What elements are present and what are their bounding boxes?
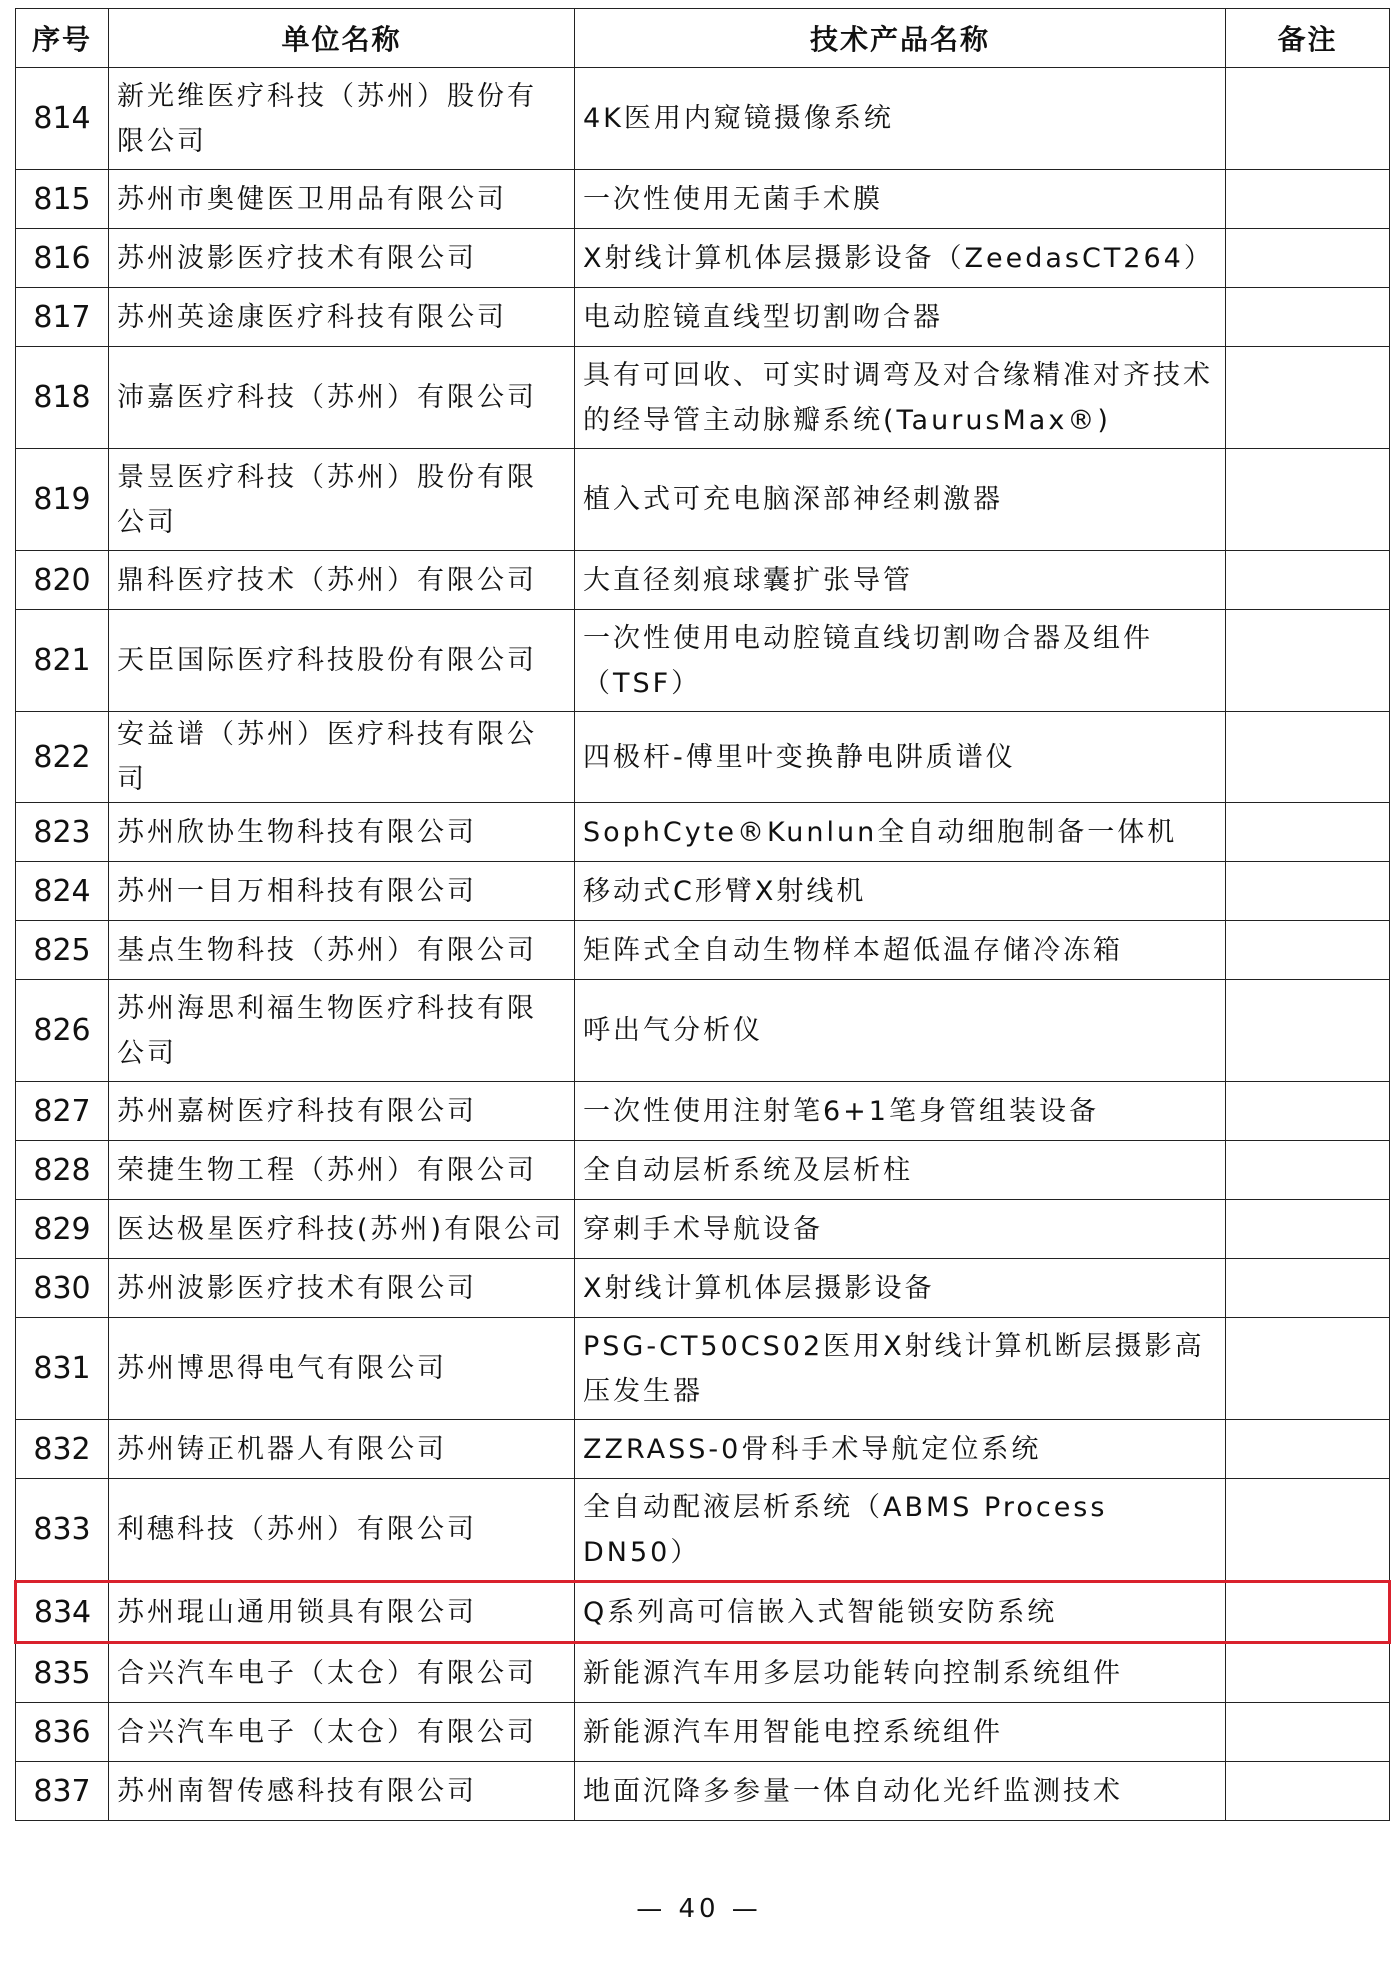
table-row xyxy=(16,1318,1390,1420)
row-unit: 苏州南智传感科技有限公司 xyxy=(109,1762,575,1821)
row-unit: 苏州铸正机器人有限公司 xyxy=(109,1420,575,1479)
row-product: 呼出气分析仪 xyxy=(575,980,1226,1082)
row-product: 电动腔镜直线型切割吻合器 xyxy=(575,288,1226,347)
row-product: 具有可回收、可实时调弯及对合缘精准对齐技术的经导管主动脉瓣系统(TaurusMax®) xyxy=(575,347,1226,449)
row-unit: 苏州博思得电气有限公司 xyxy=(109,1318,575,1420)
table-row xyxy=(16,1200,1390,1259)
row-product: 全自动层析系统及层析柱 xyxy=(575,1141,1226,1200)
row-note xyxy=(1226,347,1390,449)
row-note xyxy=(1226,712,1390,803)
table-row xyxy=(16,1643,1390,1703)
page-number: — 40 — xyxy=(636,1894,762,1924)
row-no: 822 xyxy=(16,712,109,803)
row-unit: 苏州市奥健医卫用品有限公司 xyxy=(109,170,575,229)
row-no: 816 xyxy=(16,229,109,288)
table-row xyxy=(16,803,1390,862)
row-product: 一次性使用注射笔6+1笔身管组装设备 xyxy=(575,1082,1226,1141)
row-unit: 苏州波影医疗技术有限公司 xyxy=(109,229,575,288)
row-unit: 天臣国际医疗科技股份有限公司 xyxy=(109,610,575,712)
row-product: 矩阵式全自动生物样本超低温存储冷冻箱 xyxy=(575,921,1226,980)
row-note xyxy=(1226,1318,1390,1420)
table-row xyxy=(16,1141,1390,1200)
row-note xyxy=(1226,288,1390,347)
row-note xyxy=(1226,449,1390,551)
row-unit: 鼎科医疗技术（苏州）有限公司 xyxy=(109,551,575,610)
row-no: 825 xyxy=(16,921,109,980)
table-row xyxy=(16,862,1390,921)
row-unit: 苏州琨山通用锁具有限公司 xyxy=(109,1582,575,1643)
row-unit: 苏州英途康医疗科技有限公司 xyxy=(109,288,575,347)
row-note xyxy=(1226,1082,1390,1141)
row-no: 836 xyxy=(16,1703,109,1762)
row-note xyxy=(1226,551,1390,610)
table-row xyxy=(16,1703,1390,1762)
row-product: 大直径刻痕球囊扩张导管 xyxy=(575,551,1226,610)
row-product: ZZRASS-0骨科手术导航定位系统 xyxy=(575,1420,1226,1479)
row-no: 820 xyxy=(16,551,109,610)
row-no: 833 xyxy=(16,1479,109,1582)
row-product: 移动式C形臂X射线机 xyxy=(575,862,1226,921)
row-note xyxy=(1226,1643,1390,1703)
table-row xyxy=(16,170,1390,229)
row-no: 817 xyxy=(16,288,109,347)
row-no: 835 xyxy=(16,1643,109,1703)
header-unit: 单位名称 xyxy=(109,9,575,68)
table-row xyxy=(16,610,1390,712)
table-row-highlighted xyxy=(16,1582,1390,1643)
row-product: 一次性使用无菌手术膜 xyxy=(575,170,1226,229)
row-product: 四极杆-傅里叶变换静电阱质谱仪 xyxy=(575,712,1226,803)
row-unit: 医达极星医疗科技(苏州)有限公司 xyxy=(109,1200,575,1259)
row-product: 4K医用内窥镜摄像系统 xyxy=(575,68,1226,170)
row-no: 819 xyxy=(16,449,109,551)
row-product: 一次性使用电动腔镜直线切割吻合器及组件（TSF） xyxy=(575,610,1226,712)
row-note xyxy=(1226,229,1390,288)
row-no: 831 xyxy=(16,1318,109,1420)
row-unit: 安益谱（苏州）医疗科技有限公司 xyxy=(109,712,575,803)
row-note xyxy=(1226,1200,1390,1259)
row-unit: 荣捷生物工程（苏州）有限公司 xyxy=(109,1141,575,1200)
row-unit: 苏州欣协生物科技有限公司 xyxy=(109,803,575,862)
table-header-row xyxy=(16,9,1390,68)
header-product: 技术产品名称 xyxy=(575,9,1226,68)
table-row xyxy=(16,980,1390,1082)
row-product: X射线计算机体层摄影设备（ZeedasCT264） xyxy=(575,229,1226,288)
row-note xyxy=(1226,170,1390,229)
row-unit: 合兴汽车电子（太仓）有限公司 xyxy=(109,1703,575,1762)
header-note: 备注 xyxy=(1226,9,1390,68)
row-product: PSG-CT50CS02医用X射线计算机断层摄影高压发生器 xyxy=(575,1318,1226,1420)
row-no: 829 xyxy=(16,1200,109,1259)
row-unit: 基点生物科技（苏州）有限公司 xyxy=(109,921,575,980)
row-no: 823 xyxy=(16,803,109,862)
row-no: 824 xyxy=(16,862,109,921)
row-note xyxy=(1226,1259,1390,1318)
table-row xyxy=(16,229,1390,288)
row-no: 821 xyxy=(16,610,109,712)
table-row xyxy=(16,1762,1390,1821)
header-no: 序号 xyxy=(16,9,109,68)
table-row xyxy=(16,712,1390,803)
row-note xyxy=(1226,862,1390,921)
row-no: 837 xyxy=(16,1762,109,1821)
row-note xyxy=(1226,1141,1390,1200)
row-unit: 新光维医疗科技（苏州）股份有限公司 xyxy=(109,68,575,170)
row-unit: 苏州嘉树医疗科技有限公司 xyxy=(109,1082,575,1141)
row-product: 地面沉降多参量一体自动化光纤监测技术 xyxy=(575,1762,1226,1821)
row-product: 穿刺手术导航设备 xyxy=(575,1200,1226,1259)
row-note xyxy=(1226,1420,1390,1479)
row-no: 826 xyxy=(16,980,109,1082)
table-row xyxy=(16,288,1390,347)
row-no: 828 xyxy=(16,1141,109,1200)
row-note xyxy=(1226,1762,1390,1821)
row-unit: 沛嘉医疗科技（苏州）有限公司 xyxy=(109,347,575,449)
table-row xyxy=(16,347,1390,449)
row-no: 834 xyxy=(16,1582,109,1643)
table-row xyxy=(16,551,1390,610)
table-row xyxy=(16,921,1390,980)
row-product: 植入式可充电脑深部神经刺激器 xyxy=(575,449,1226,551)
table-row xyxy=(16,1082,1390,1141)
row-no: 818 xyxy=(16,347,109,449)
row-product: X射线计算机体层摄影设备 xyxy=(575,1259,1226,1318)
row-no: 830 xyxy=(16,1259,109,1318)
row-note xyxy=(1226,921,1390,980)
table-row xyxy=(16,68,1390,170)
row-note xyxy=(1226,610,1390,712)
table-row xyxy=(16,1259,1390,1318)
row-product: 新能源汽车用智能电控系统组件 xyxy=(575,1703,1226,1762)
row-product: SophCyte®Kunlun全自动细胞制备一体机 xyxy=(575,803,1226,862)
table-row xyxy=(16,1420,1390,1479)
row-note xyxy=(1226,1582,1390,1643)
row-product: 全自动配液层析系统（ABMS Process DN50） xyxy=(575,1479,1226,1582)
row-note xyxy=(1226,68,1390,170)
row-unit: 苏州海思利福生物医疗科技有限公司 xyxy=(109,980,575,1082)
table-row xyxy=(16,449,1390,551)
row-note xyxy=(1226,980,1390,1082)
row-unit: 景昱医疗科技（苏州）股份有限公司 xyxy=(109,449,575,551)
row-no: 815 xyxy=(16,170,109,229)
row-product: 新能源汽车用多层功能转向控制系统组件 xyxy=(575,1643,1226,1703)
row-product: Q系列高可信嵌入式智能锁安防系统 xyxy=(575,1582,1226,1643)
row-no: 814 xyxy=(16,68,109,170)
row-note xyxy=(1226,1703,1390,1762)
table-row xyxy=(16,1479,1390,1582)
row-unit: 苏州波影医疗技术有限公司 xyxy=(109,1259,575,1318)
row-unit: 苏州一目万相科技有限公司 xyxy=(109,862,575,921)
row-unit: 利穗科技（苏州）有限公司 xyxy=(109,1479,575,1582)
row-no: 827 xyxy=(16,1082,109,1141)
product-table xyxy=(14,8,1391,1821)
row-unit: 合兴汽车电子（太仓）有限公司 xyxy=(109,1643,575,1703)
row-note xyxy=(1226,803,1390,862)
row-note xyxy=(1226,1479,1390,1582)
row-no: 832 xyxy=(16,1420,109,1479)
